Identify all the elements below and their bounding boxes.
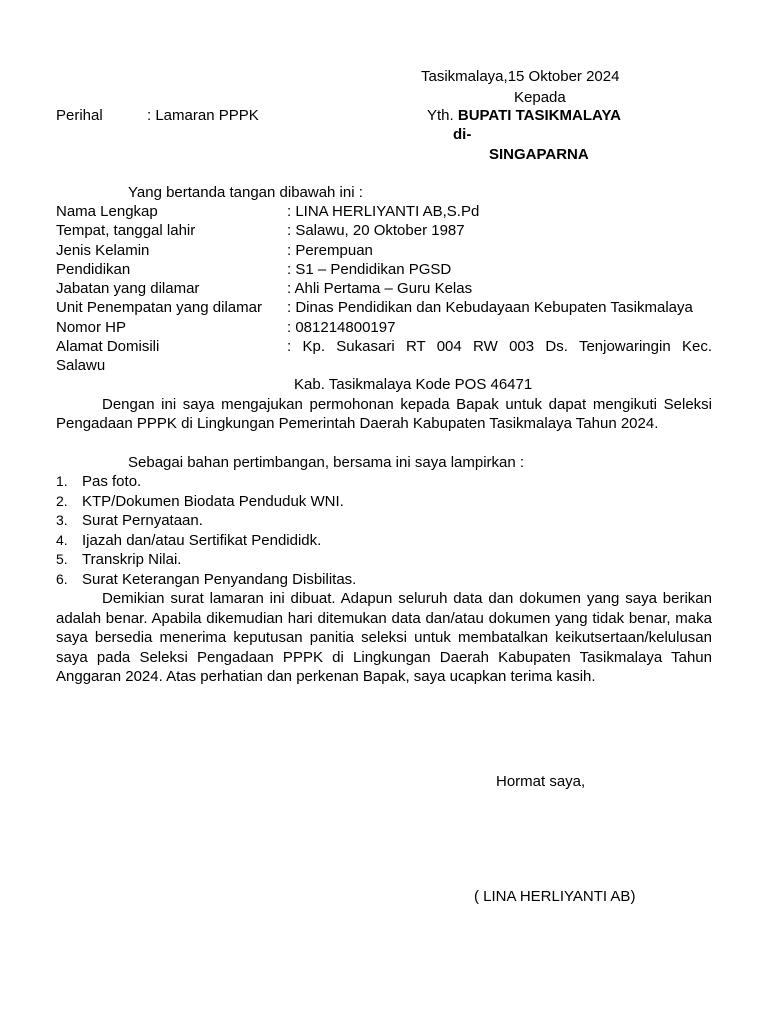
di-label: di- xyxy=(453,126,472,143)
yth-prefix: Yth. xyxy=(427,107,458,124)
list-text: Ijazah dan/atau Sertifikat Pendididk. xyxy=(82,531,322,549)
signature-greeting: Hormat saya, xyxy=(496,773,586,790)
field-value: : Salawu, 20 Oktober 1987 xyxy=(287,222,465,239)
intro-text: Yang bertanda tangan dibawah ini : xyxy=(128,184,363,201)
address-line-3: Kab. Tasikmalaya Kode POS 46471 xyxy=(294,376,533,393)
signature-name: ( LINA HERLIYANTI AB) xyxy=(474,888,636,905)
list-text: Pas foto. xyxy=(82,473,142,490)
field-label: Jenis Kelamin xyxy=(56,242,150,259)
list-number: 4. xyxy=(56,531,68,548)
list-number: 2. xyxy=(56,492,68,509)
field-label: Alamat Domisili xyxy=(56,338,160,355)
field-value: : S1 – Pendidikan PGSD xyxy=(287,261,452,278)
field-alamat xyxy=(56,337,712,356)
body-paragraph-text: Dengan ini saya mengajukan permohonan kepada Bapak untuk dapat mengikuti Seleksi Pengadaan PPPK di Lingkungan Pemerintah Daerah Kabupaten Tasikmalaya Tahun 2024. xyxy=(56,396,712,432)
list-text: KTP/Dokumen Biodata Penduduk WNI. xyxy=(82,492,344,510)
body-paragraph xyxy=(56,395,712,433)
field-label: Jabatan yang dilamar xyxy=(56,280,200,297)
list-text: Surat Pernyataan. xyxy=(82,512,203,529)
closing-paragraph xyxy=(56,589,712,687)
field-value: : Perempuan xyxy=(287,242,373,259)
address-line-2: Salawu xyxy=(56,357,106,374)
list-text: Transkrip Nilai. xyxy=(82,551,182,568)
addressee-city: SINGAPARNA xyxy=(489,146,589,163)
list-number: 1. xyxy=(56,473,68,489)
list-number: 5. xyxy=(56,551,68,567)
closing-paragraph-text: Demikian surat lamaran ini dibuat. Adapun seluruh data dan dokumen yang saya berikan adalah benar. Apabila dikemudian hari ditemukan data dan/atau dokumen yang tidak benar, maka saya bersedia menerima keputusan panitia seleksi untuk membatalkan keikutsertaan/kelulusan saya pada Seleksi Pengadaan PPPK di Lingkungan Daerah Kabupaten Tasikmalaya Tahun Anggaran 2024. Atas perhatian dan perkenan Bapak, saya ucapkan terima kasih. xyxy=(56,590,712,686)
addressee-name: BUPATI TASIKMALAYA xyxy=(457,107,621,124)
field-value: : LINA HERLIYANTI AB,S.Pd xyxy=(287,203,480,220)
list-number: 3. xyxy=(56,512,68,528)
list-number: 6. xyxy=(56,570,68,587)
field-label: Tempat, tanggal lahir xyxy=(56,222,196,239)
field-label: Unit Penempatan yang dilamar xyxy=(56,299,262,316)
addressee-line xyxy=(427,106,621,125)
field-value: : Ahli Pertama – Guru Kelas xyxy=(287,280,473,297)
perihal-label: Perihal xyxy=(56,107,103,124)
field-value: : 081214800197 xyxy=(287,319,396,336)
perihal-value: : Lamaran PPPK xyxy=(147,107,259,124)
field-label: Nama Lengkap xyxy=(56,203,158,220)
attachment-intro: Sebagai bahan pertimbangan, bersama ini saya lampirkan : xyxy=(128,454,525,471)
field-label: Nomor HP xyxy=(56,319,127,336)
kepada-label: Kepada xyxy=(514,89,566,106)
field-value: : Dinas Pendidikan dan Kebudayaan Kebupaten Tasikmalaya xyxy=(287,299,693,316)
place-date: Tasikmalaya,15 Oktober 2024 xyxy=(421,68,620,85)
field-label: Pendidikan xyxy=(56,261,131,278)
list-text: Surat Keterangan Penyandang Disbilitas. xyxy=(82,570,357,588)
address-line-1: : Kp. Sukasari RT 004 RW 003 Ds. Tenjowaringin Kec. xyxy=(287,338,712,355)
